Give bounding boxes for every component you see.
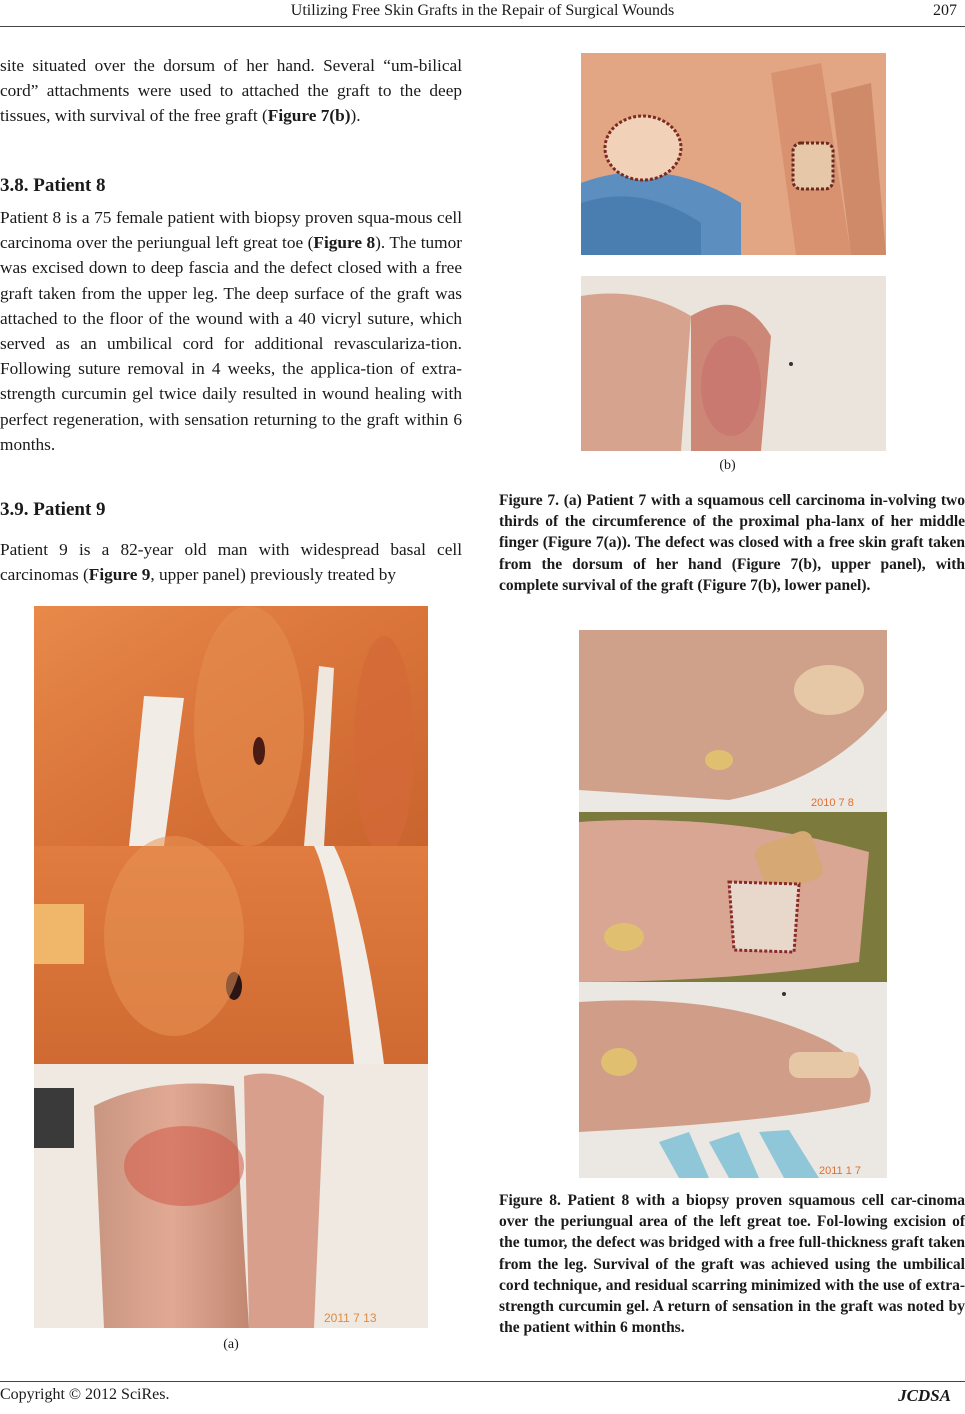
figure-7b-label: (b) — [719, 458, 736, 473]
section-heading-3-8: 3.8. Patient 8 — [0, 175, 106, 196]
figure-8-photo-3 — [579, 982, 887, 1178]
running-title: Utilizing Free Skin Grafts in the Repair of Surgical Wounds — [290, 2, 675, 19]
page-number: 207 — [933, 2, 957, 19]
photo-timestamp: 2011 7 13 — [324, 1311, 377, 1325]
figure-7b-upper-photo — [581, 53, 886, 255]
section-heading-3-9: 3.9. Patient 9 — [0, 499, 106, 520]
figure-7a-photo-stack — [34, 606, 428, 1328]
figure-ref: Figure 7(b) — [267, 106, 351, 126]
photo-timestamp: 2011 1 7 — [819, 1165, 862, 1177]
section-3-9-paragraph: Patient 9 is a 82-year old man with widespread basal cell carcinomas (Figure 9, upper panel) previously treated by — [0, 540, 462, 585]
journal-abbrev: JCDSA — [898, 1386, 951, 1405]
figure-ref: Figure 9 — [88, 565, 151, 585]
figure-7-caption: Figure 7. (a) Patient 7 with a squamous cell carcinoma in-volving two thirds of the circumference of the proximal pha-lanx of her middle finger (Figure 7(a)). The defect was closed with a free skin graft taken from the dorsum of her hand (Figure 7(b), upper panel), with complete survival of the graft (Figure 7(b), lower panel). — [499, 492, 965, 594]
figure-7a-label: (a) — [223, 1337, 239, 1352]
figure-8-photo-2 — [579, 812, 887, 982]
footer-rule — [0, 1381, 965, 1382]
header-rule — [0, 26, 965, 27]
figure-ref: Figure 8 — [313, 233, 376, 253]
figure-8-photo-1 — [579, 630, 887, 812]
finger-lesion-photos — [34, 606, 428, 1328]
copyright-notice: Copyright © 2012 SciRes. — [0, 1386, 170, 1403]
photo-timestamp: 2010 7 8 — [811, 797, 854, 809]
intro-paragraph: site situated over the dorsum of her hand. Several “um-bilical cord” attachments were used to attached the graft to the deep tissues, with survival of the free graft (Figure 7(b)). — [0, 56, 462, 126]
figure-8-caption: Figure 8. Patient 8 with a biopsy proven squamous cell car-cinoma over the periungual area of the left great toe. Fol-lowing excision of the tumor, the defect was bridged with a free full-thickness graft taken from the leg. Survival of the graft was achieved using the umbilical cord technique, and residual scarring minimized with the use of extra-strength curcumin gel. A return of sensation in the graft was noted by the patient within 6 months. — [499, 1192, 965, 1337]
section-3-8-paragraph: Patient 8 is a 75 female patient with biopsy proven squa-mous cell carcinoma over the periungual left great toe (Figure 8). The tumor was excised down to deep fascia and the defect closed with a free graft taken from the upper leg. The deep surface of the graft was attached to the floor of the wound with a 40 vicryl suture, which served as an umbilical cord for additional revasculariza-tion. Following suture removal in 4 weeks, the applica-tion of extra-strength curcumin gel twice daily resulted in wound healing with perfect regeneration, with sensation returning to the graft within 6 months. — [0, 208, 462, 454]
figure-7b-lower-photo — [581, 276, 886, 451]
page-header — [0, 2, 965, 24]
